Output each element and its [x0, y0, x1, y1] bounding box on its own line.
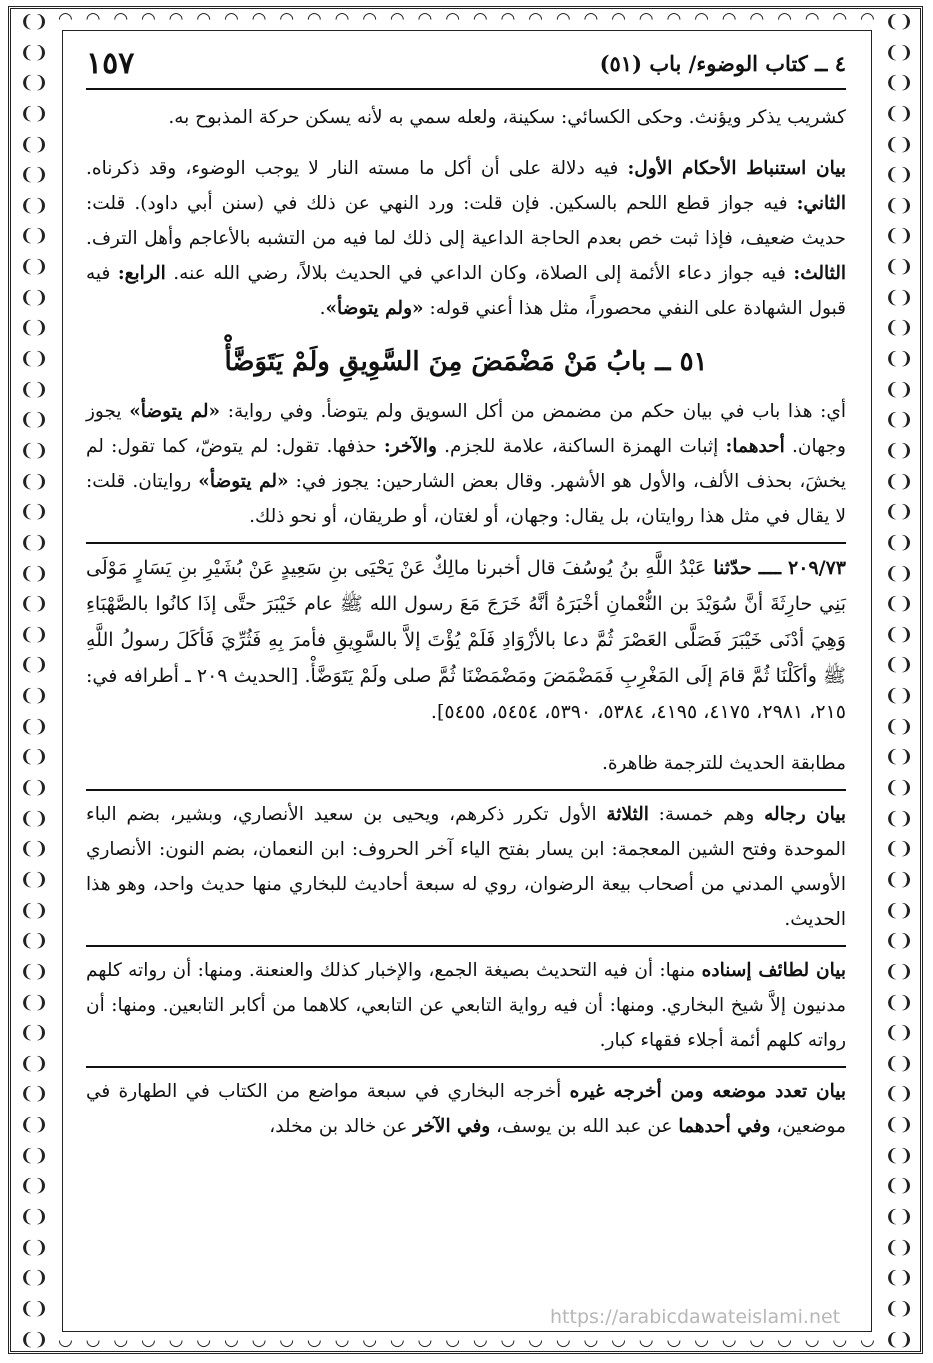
ornament-glyph: ◠ — [721, 8, 737, 29]
ornament-glyph: ◡ — [638, 1329, 654, 1350]
ornament-glyph: ◠ — [472, 8, 488, 29]
ornament-glyph: ❨❩ — [19, 471, 49, 492]
ornament-glyph: ❨❩ — [884, 931, 914, 952]
ornament-glyph: ❨❩ — [884, 1115, 914, 1136]
ornament-glyph: ◠ — [389, 8, 405, 29]
ornament-glyph: ❨❩ — [884, 778, 914, 799]
paragraph-lataif — [86, 953, 846, 1058]
ornament-glyph: ◠ — [168, 8, 184, 29]
explanation-text: روايتان. قلت: لا يقال في مثل هذا روايتان، بل يقال: وجهان، أو لغتان، أو طريقان، أو نحو ذلك. — [86, 471, 846, 527]
ornament-glyph: ◠ — [417, 8, 433, 29]
ornament-glyph: ◡ — [389, 1329, 405, 1350]
explanation-first-label: أحدهما: — [725, 436, 785, 457]
ornament-glyph: ❨❩ — [884, 1329, 914, 1349]
ornament-border-top — [58, 8, 875, 30]
ornament-glyph: ❨❩ — [19, 1023, 49, 1044]
ornament-glyph: ❨❩ — [884, 1268, 914, 1289]
ornament-glyph: ❨❩ — [19, 379, 49, 400]
ornament-glyph: ◡ — [306, 1329, 322, 1350]
ornament-glyph: ❨❩ — [884, 379, 914, 400]
ornament-glyph: ◡ — [860, 1329, 875, 1350]
ornament-glyph: ❨❩ — [19, 655, 49, 676]
ornament-glyph: ◡ — [196, 1329, 212, 1350]
ornament-glyph: ❨❩ — [19, 624, 49, 645]
ornament-glyph: ❨❩ — [19, 1329, 49, 1349]
ornament-glyph: ◡ — [279, 1329, 295, 1350]
ornament-glyph: ❨❩ — [884, 502, 914, 523]
ornament-glyph: ❨❩ — [19, 1298, 49, 1319]
ornament-glyph: ❨❩ — [884, 1084, 914, 1105]
ahkam-text: فيه جواز قطع اللحم بالسكين. فإن قلت: ورد النهي عن ذلك في (سنن أبي داود). قلت: حديث ضعيف، فإذا ثبت خص بعدم الحاجة الداعية إلى ذلك لما فيه من التشبه بالأعاجم وأهل الترف. — [86, 193, 846, 249]
ornament-glyph: ◡ — [666, 1329, 682, 1350]
ornament-glyph: ❨❩ — [19, 931, 49, 952]
running-title: ٤ ــ كتاب الوضوء/ باب (٥١) — [599, 50, 846, 76]
ornament-glyph: ◡ — [140, 1329, 156, 1350]
ornament-glyph: ❨❩ — [19, 532, 49, 553]
rijal-three-label: الثلاثة — [606, 804, 649, 825]
takhrij-other-label: وفي الآخر — [413, 1116, 491, 1137]
ornament-glyph: ◠ — [58, 8, 73, 29]
ornament-glyph: ◡ — [362, 1329, 378, 1350]
ornament-glyph: ❨❩ — [884, 594, 914, 615]
ornament-glyph: ◡ — [832, 1329, 848, 1350]
ahkam-text: فيه قبول الشهادة على النفي محصوراً، مثل هذا أعني قوله: — [86, 263, 846, 319]
ornament-glyph: ❨❩ — [19, 1145, 49, 1166]
ornament-glyph: ◡ — [445, 1329, 461, 1350]
ornament-glyph: ❨❩ — [19, 1053, 49, 1074]
ornament-glyph: ◠ — [611, 8, 626, 29]
ornament-glyph: ❨❩ — [884, 1237, 914, 1258]
ornament-glyph: ◠ — [223, 8, 239, 29]
explanation-quote: «لم يتوضأ» — [198, 471, 289, 492]
paragraph-ahkam — [86, 151, 846, 326]
explanation-quote: «لم يتوضأ» — [129, 401, 221, 422]
ornament-glyph: ❨❩ — [884, 655, 914, 676]
ornament-glyph: ❨❩ — [19, 778, 49, 799]
ornament-glyph: ❨❩ — [884, 869, 914, 890]
ornament-glyph: ❨❩ — [884, 349, 914, 370]
ornament-glyph: ❨❩ — [884, 257, 914, 278]
ahkam-text: فيه جواز دعاء الأئمة إلى الصلاة، وكان الداعي في الحديث بلالاً، رضي الله عنه. — [165, 263, 794, 284]
explanation-text: إثبات الهمزة الساكنة، علامة للجزم. — [436, 436, 726, 457]
ornament-glyph: ❨❩ — [884, 287, 914, 308]
ornament-glyph: ❨❩ — [884, 1298, 914, 1319]
ornament-glyph: ◠ — [749, 8, 765, 29]
ornament-glyph: ❨❩ — [884, 808, 914, 829]
ornament-glyph: ◠ — [777, 8, 792, 29]
ornament-glyph: ◠ — [528, 8, 543, 29]
ornament-glyph: ◠ — [555, 8, 571, 29]
lataif-label: بيان لطائف إسناده — [701, 960, 847, 981]
rijal-text: الأول تكرر ذكرهم، ويحيى بن سعيد الأنصاري، وبشير، بضم الباء الموحدة وفتح الشين المعجمة: ابن يسار بفتح الياء آخر الحروف: ابن النعمان، بضم النون: الأنصاري الأوسي المدني من أصحاب بيعة الرضوان، روي له سبعة أحاديث للبخاري منها حديث واحد، وهو هذا الحديث. — [86, 804, 846, 930]
page-number: ١٥٧ — [86, 45, 135, 81]
ornament-glyph: ❨❩ — [19, 992, 49, 1013]
ornament-border-bottom — [58, 1329, 875, 1351]
explanation-text: يجوز وجهان. — [86, 401, 846, 457]
ornament-glyph: ❨❩ — [884, 471, 914, 492]
ornament-glyph: ❨❩ — [19, 349, 49, 370]
ornament-glyph: ❨❩ — [19, 961, 49, 982]
ornament-glyph: ❨❩ — [19, 1206, 49, 1227]
ornament-glyph: ◠ — [306, 8, 322, 29]
ornament-glyph: ❨❩ — [19, 900, 49, 921]
ornament-glyph: ◡ — [528, 1329, 543, 1350]
ornament-glyph: ❨❩ — [884, 900, 914, 921]
rijal-label: بيان رجاله — [764, 804, 846, 825]
ornament-glyph: ❨❩ — [19, 1084, 49, 1105]
ornament-glyph: ❨❩ — [884, 532, 914, 553]
paragraph-takhrij — [86, 1074, 846, 1144]
ornament-glyph: ❨❩ — [884, 195, 914, 216]
ornament-glyph: ◡ — [749, 1329, 765, 1350]
ornament-glyph: ◠ — [279, 8, 295, 29]
ornament-glyph: ◡ — [611, 1329, 626, 1350]
ornament-glyph: ❨❩ — [19, 42, 49, 63]
rijal-text: وهم خمسة: — [648, 804, 765, 825]
ornament-glyph: ❨❩ — [884, 839, 914, 860]
ornament-glyph: ◡ — [472, 1329, 488, 1350]
ornament-glyph: ◠ — [334, 8, 350, 29]
ornament-glyph: ❨❩ — [884, 14, 914, 32]
ornament-glyph: ❨❩ — [19, 594, 49, 615]
ornament-glyph: ❨❩ — [19, 839, 49, 860]
ornament-glyph: ❨❩ — [884, 1053, 914, 1074]
ornament-glyph: ◠ — [500, 8, 516, 29]
paragraph-rijal — [86, 797, 846, 937]
explanation-other-label: والآخر: — [383, 436, 437, 457]
ornament-glyph: ❨❩ — [19, 134, 49, 155]
hadith-haddathana: ــــ حدّثنا — [706, 557, 789, 579]
ornament-glyph: ◠ — [694, 8, 709, 29]
ornament-glyph: ◠ — [140, 8, 156, 29]
ornament-glyph: ◠ — [445, 8, 461, 29]
hadith-number: ٢٠٩/٧٣ — [788, 557, 846, 579]
ornament-glyph: ❨❩ — [19, 103, 49, 124]
takhrij-first-label: وفي أحدهما — [678, 1116, 771, 1137]
ornament-glyph: ◠ — [666, 8, 682, 29]
ornament-glyph: ◠ — [583, 8, 599, 29]
ornament-glyph: ◠ — [85, 8, 101, 29]
ornament-glyph: ❨❩ — [19, 73, 49, 94]
ornament-glyph: ❨❩ — [19, 410, 49, 431]
ahkam-fourth-label: الرابع: — [117, 263, 166, 284]
ahkam-quote: «ولم يتوضأ» — [325, 298, 424, 319]
ornament-glyph: ◡ — [583, 1329, 599, 1350]
ornament-glyph: ❨❩ — [884, 410, 914, 431]
ornament-glyph: ◠ — [860, 8, 875, 29]
ornament-glyph: ◡ — [804, 1329, 820, 1350]
watermark-url: https://arabicdawateislami.net — [550, 1306, 841, 1328]
ornament-glyph: ◡ — [223, 1329, 239, 1350]
ornament-glyph: ❨❩ — [884, 42, 914, 63]
hadith-atraf: [الحديث ٢٠٩ ـ أطرافه في: ٢١٥، ٢٩٨١، ٤١٧٥، ٤١٩٥، ٥٣٨٤، ٥٣٩٠، ٥٤٥٤، ٥٤٥٥]. — [86, 665, 846, 723]
ornament-glyph: ❨❩ — [19, 869, 49, 890]
takhrij-text: عن خالد بن مخلد، — [269, 1116, 414, 1137]
section-divider — [86, 1066, 846, 1068]
ornament-border-left — [16, 14, 52, 1349]
paragraph-continuation — [86, 100, 846, 135]
ornament-glyph: ❨❩ — [884, 440, 914, 461]
ornament-glyph: ❨❩ — [19, 1115, 49, 1136]
explanation-text: أي: هذا باب في بيان حكم من مضمض من أكل السويق ولم يتوضأ. وفي رواية: — [220, 401, 846, 422]
ornament-glyph: ◠ — [804, 8, 820, 29]
ornament-glyph: ❨❩ — [884, 747, 914, 768]
ornament-glyph: ◠ — [638, 8, 654, 29]
ornament-glyph: ❨❩ — [884, 103, 914, 124]
chapter-title: ٥١ ــ بابُ مَنْ مَضْمَضَ مِنَ السَّوِيقِ ولَمْ يَتَوَضَّأْ — [224, 347, 708, 377]
ornament-glyph: ◡ — [85, 1329, 101, 1350]
ornament-glyph: ◡ — [113, 1329, 129, 1350]
ornament-glyph: ❨❩ — [884, 961, 914, 982]
ornament-glyph: ❨❩ — [884, 73, 914, 94]
ornament-glyph: ❨❩ — [884, 563, 914, 584]
ornament-glyph: ◡ — [777, 1329, 792, 1350]
ornament-border-right — [881, 14, 917, 1349]
ornament-glyph: ❨❩ — [19, 14, 49, 32]
section-divider — [86, 789, 846, 791]
ornament-glyph: ❨❩ — [884, 624, 914, 645]
ornament-glyph: ◡ — [168, 1329, 184, 1350]
ornament-glyph: ❨❩ — [884, 716, 914, 737]
ornament-glyph: ◠ — [362, 8, 378, 29]
ornament-glyph: ◡ — [58, 1329, 73, 1350]
ornament-glyph: ❨❩ — [19, 226, 49, 247]
ahkam-third-label: الثالث: — [793, 263, 846, 284]
ahkam-second-label: الثاني: — [796, 193, 846, 214]
ornament-glyph: ◡ — [417, 1329, 433, 1350]
paragraph-text: كشريب يذكر ويؤنث. وحكى الكسائي: سكينة، ولعله سمي به لأنه يسكن حركة المذبوح به. — [168, 107, 846, 128]
page-header — [86, 38, 846, 90]
ornament-glyph: ◠ — [832, 8, 848, 29]
ornament-glyph: ❨❩ — [19, 1176, 49, 1197]
ornament-glyph: ❨❩ — [884, 686, 914, 707]
explanation-text: حذفها. تقول: لم يتوضّ، كما تقول: لم يخشَ، بحذف الألف، والأول هو الأشهر. وقال بعض الشارحين: يجوز في: — [86, 436, 846, 492]
ornament-glyph: ❨❩ — [19, 563, 49, 584]
takhrij-label: بيان تعدد موضعه ومن أخرجه غيره — [569, 1081, 846, 1102]
ornament-glyph: ❨❩ — [884, 134, 914, 155]
ornament-glyph: ❨❩ — [884, 318, 914, 339]
ahkam-end: . — [319, 298, 326, 319]
ornament-glyph: ❨❩ — [19, 257, 49, 278]
ornament-glyph: ❨❩ — [884, 1145, 914, 1166]
takhrij-text: أخرجه البخاري في سبعة مواضع من الكتاب في الطهارة في موضعين، — [86, 1081, 846, 1137]
ornament-glyph: ❨❩ — [19, 686, 49, 707]
ornament-glyph: ◠ — [113, 8, 129, 29]
ahkam-label: بيان استنباط الأحكام الأول: — [627, 158, 846, 179]
hadith-block — [86, 550, 846, 730]
ornament-glyph: ◡ — [251, 1329, 267, 1350]
mutabaqa-text: مطابقة الحديث للترجمة ظاهرة. — [601, 753, 846, 774]
ornament-glyph: ❨❩ — [884, 1176, 914, 1197]
ahkam-text: فيه دلالة على أن أكل ما مسته النار لا يوجب الوضوء، وقد ذكرناه. — [86, 158, 628, 179]
ornament-glyph: ❨❩ — [19, 440, 49, 461]
ornament-glyph: ❨❩ — [19, 747, 49, 768]
ornament-glyph: ❨❩ — [19, 318, 49, 339]
ornament-glyph: ◠ — [251, 8, 267, 29]
page-content — [86, 38, 846, 1328]
ornament-glyph: ◠ — [196, 8, 212, 29]
ornament-glyph: ❨❩ — [884, 1023, 914, 1044]
ornament-glyph: ◡ — [500, 1329, 516, 1350]
ornament-glyph: ❨❩ — [884, 992, 914, 1013]
ornament-glyph: ❨❩ — [884, 1206, 914, 1227]
ornament-glyph: ◡ — [334, 1329, 350, 1350]
ornament-glyph: ◡ — [694, 1329, 709, 1350]
ornament-glyph: ◡ — [721, 1329, 737, 1350]
paragraph-explanation — [86, 394, 846, 534]
paragraph-mutabaqa — [86, 746, 846, 781]
hadith-text: عَبْدُ اللَّهِ بنُ يُوسُفَ قال أخبرنا مالِكٌ عَنْ يَحْيَى بنِ سَعِيدٍ عَنْ بُشَيْرِ بنِ يَسَارٍ مَوْلَى بَنِي حارِثَةَ أنَّ سُوَيْدَ بن النُّعْمانِ أخْبَرَهُ أنَّهُ خَرَجَ مَعَ رسول الله ﷺ عام خَيْبَرَ حتَّى إذَا كانُوا بالصَّهْبَاءِ وَهِيَ أدْنَى خَيْبَرَ فَصَلَّى العَصْرَ ثُمَّ دعا بالأزْوَادِ فَلَمْ يُؤْتَ إلاَّ بالسَّوِيقِ فأمرَ بِهِ فَثُرِّيَ فَأكَلَ رسولُ اللَّهِ ﷺ وأكَلْنَا ثُمَّ قامَ إلَى المَغْرِبِ فَمَضْمَضَ ومَضْمَضْنَا ثُمَّ صلى ولَمْ يَتَوَضَّأْ. — [86, 557, 847, 687]
ornament-glyph: ❨❩ — [19, 287, 49, 308]
ornament-glyph: ❨❩ — [19, 195, 49, 216]
ornament-glyph: ❨❩ — [19, 1237, 49, 1258]
section-divider — [86, 945, 846, 947]
ornament-glyph: ❨❩ — [19, 165, 49, 186]
ornament-glyph: ❨❩ — [884, 165, 914, 186]
ornament-glyph: ❨❩ — [884, 226, 914, 247]
section-divider — [86, 542, 846, 544]
lataif-text: منها: أن فيه التحديث بصيغة الجمع، والإخبار كذلك والعنعنة. ومنها: أن رواته كلهم مدنيون إلاَّ شيخ البخاري. ومنها: أن فيه رواية التابعي عن التابعي، كلاهما من أكابر التابعين. ومنها: أن رواته كلهم أئمة أجلاء فقهاء كبار. — [86, 960, 846, 1051]
takhrij-text: عن عبد الله بن يوسف، — [490, 1116, 679, 1137]
ornament-glyph: ❨❩ — [19, 502, 49, 523]
ornament-glyph: ❨❩ — [19, 808, 49, 829]
ornament-glyph: ❨❩ — [19, 716, 49, 737]
ornament-glyph: ❨❩ — [19, 1268, 49, 1289]
ornament-glyph: ◡ — [555, 1329, 571, 1350]
